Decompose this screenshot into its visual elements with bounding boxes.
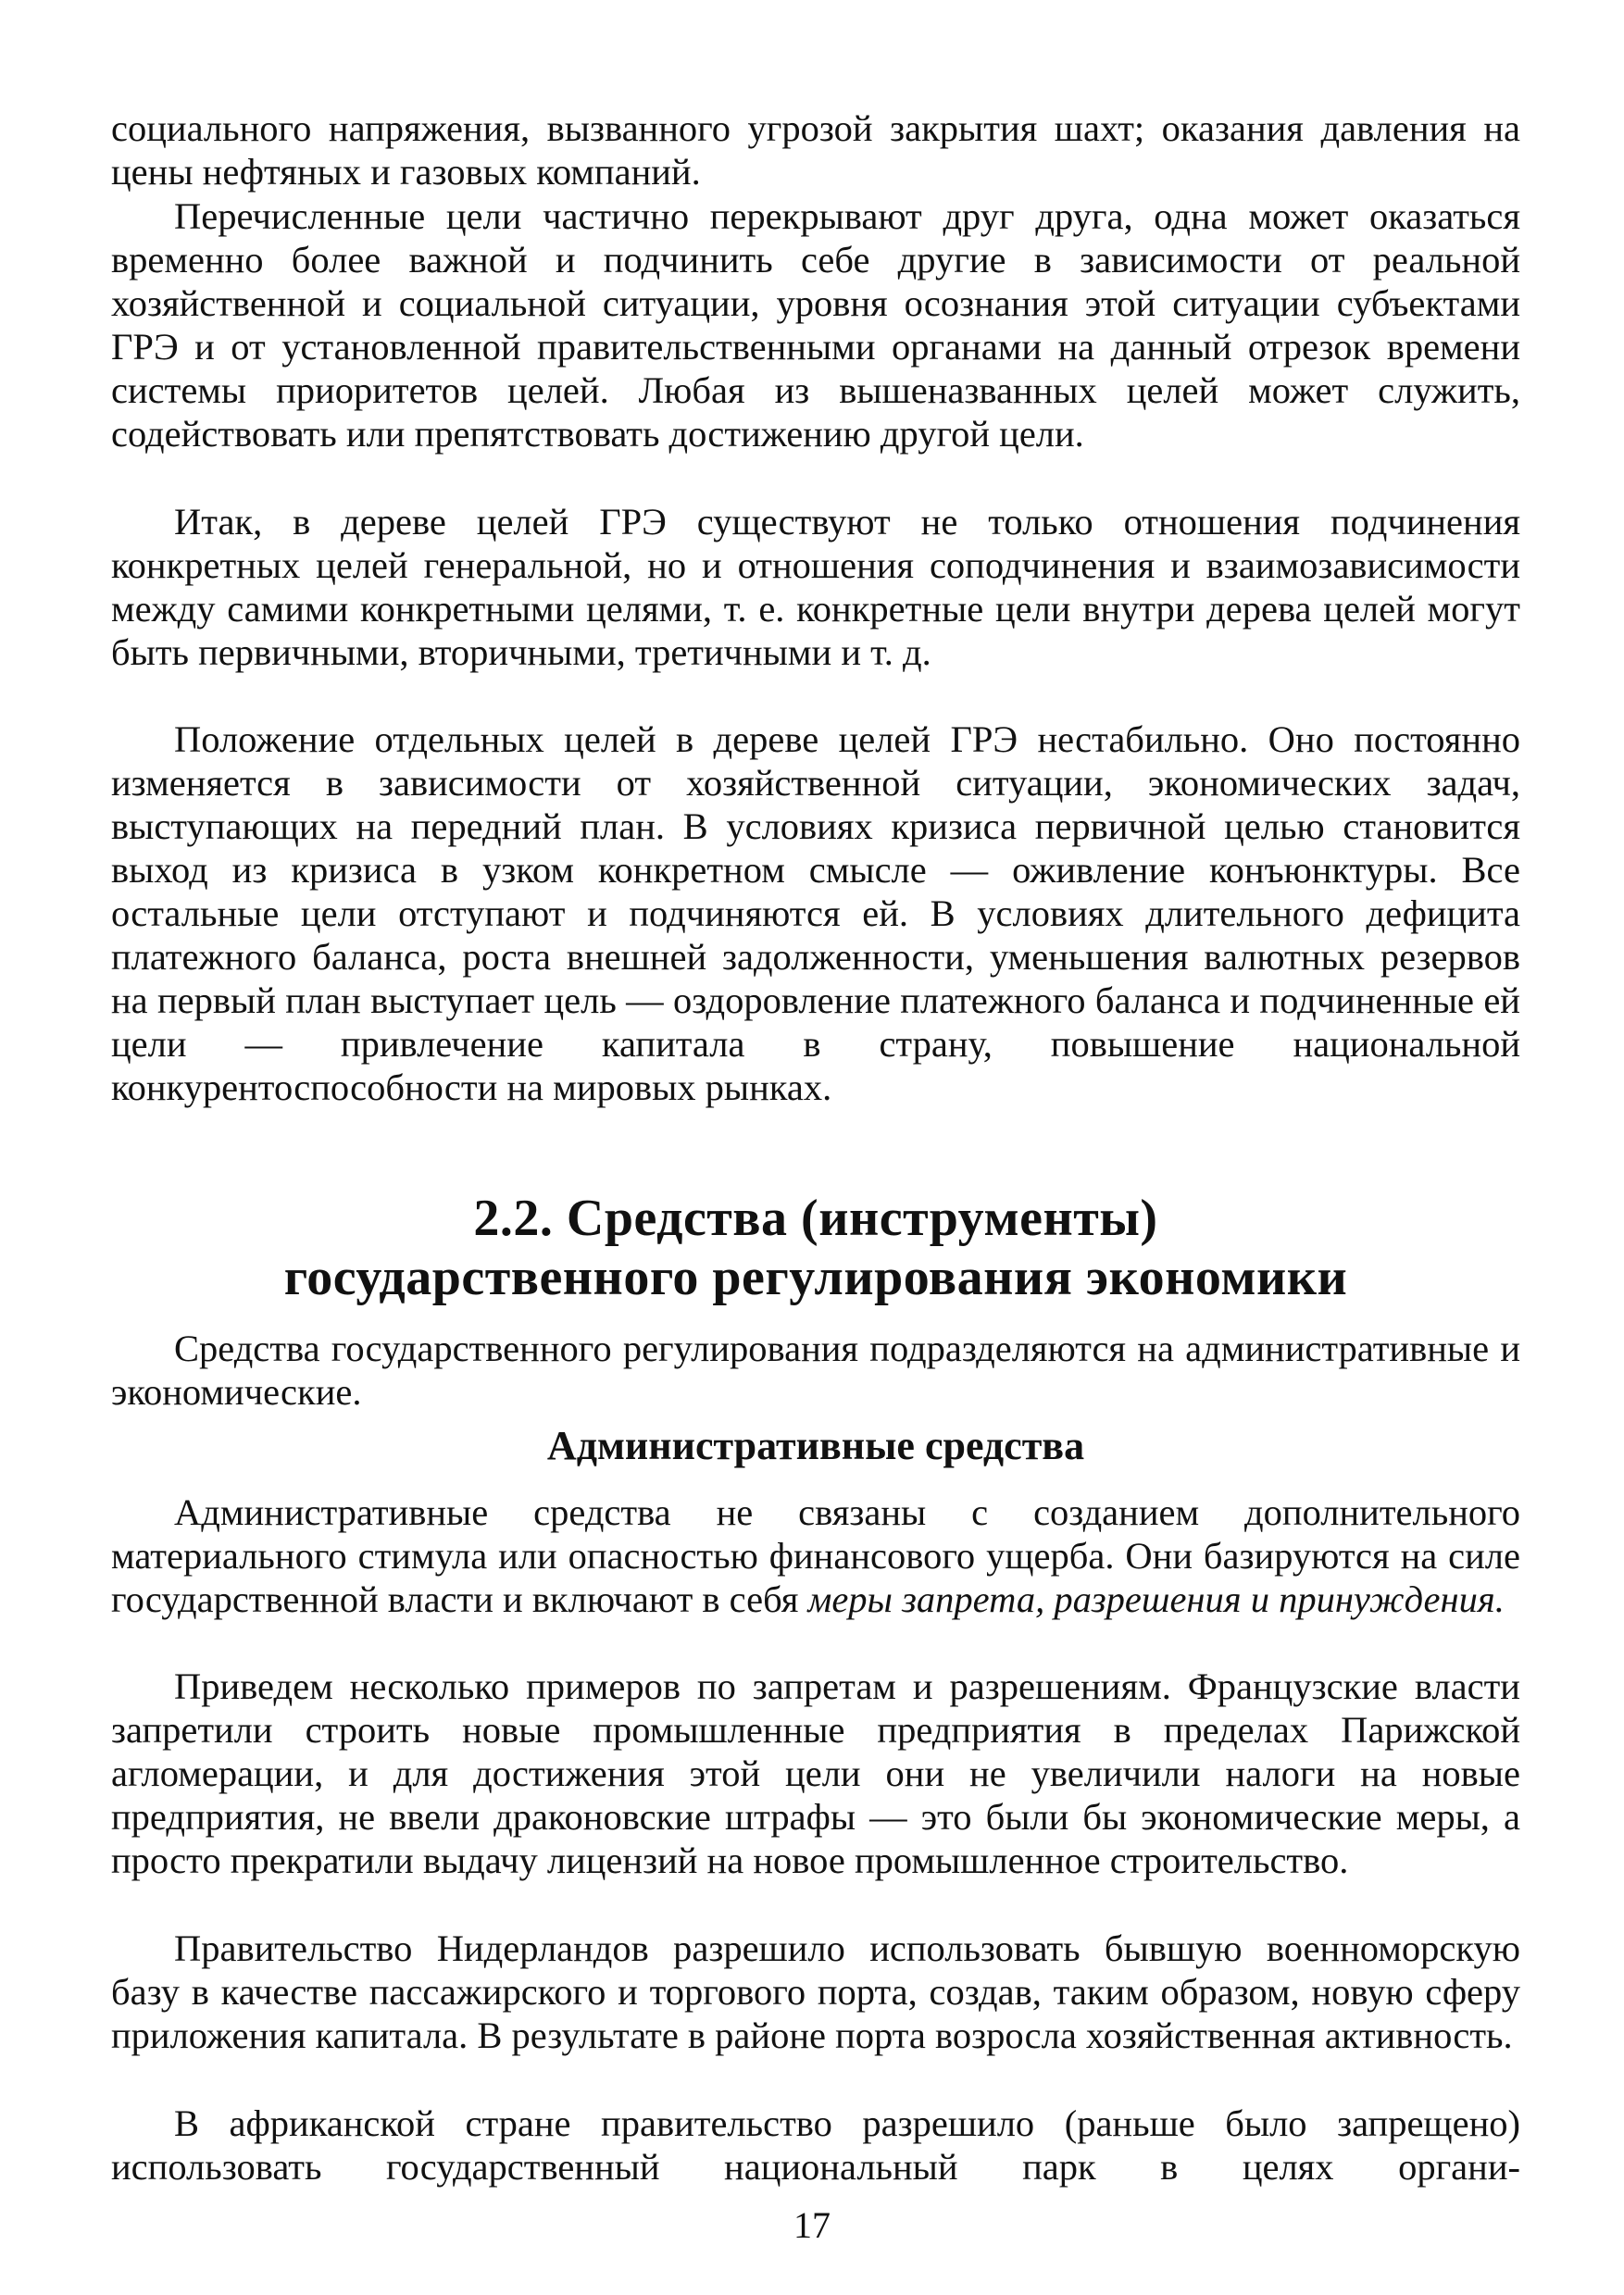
- paragraph-administrative-means-text: Административные средства не связаны с созданием дополнительного материального стимула или опасностью финансового ущерба. Они базируются на силе государственной власти и включают в себя: [111, 1491, 1520, 1620]
- paragraph-netherlands-example: Правительство Нидерландов разрешило использовать бывшую военноморскую базу в качестве пассажирского и торгового порта, создав, таким образом, новую сферу приложения капитала. В результате в районе порта возросла хозяйственная активность.: [111, 1927, 1520, 2056]
- paragraph-goals-overlap: Перечисленные цели частично перекрывают друг друга, одна может оказаться временно более важной и подчинить себе другие в зависимости от реальной хозяйственной и социальной ситуации, уровня осознания этой ситуации субъектами ГРЭ и от установленной правительственными органами на данный отрезок времени системы приоритетов целей. Любая из вышеназванных целей может служить, содействовать или препятствовать достижению другой цели.: [111, 195, 1520, 455]
- paragraph-means-intro: Средства государственного регулирования подразделяются на административные и экономические.: [111, 1328, 1520, 1413]
- section-title-line-1: 2.2. Средства (инструменты): [473, 1190, 1158, 1247]
- paragraph-france-example: Приведем несколько примеров по запретам и разрешениям. Французские власти запретили строить новые промышленные предприятия в пределах Парижской агломерации, и для достижения этой цели они не увеличили налоги на новые предприятия, не ввели драконовские штрафы — это были бы экономические меры, а просто прекратили выдачу лицензий на новое промышленное строительство.: [111, 1665, 1520, 1881]
- paragraph-africa-example: В африканской стране правительство разрешило (раньше было запрещено) использовать государственный национальный парк в целях органи-: [111, 2102, 1520, 2188]
- page-number: 17: [793, 2204, 831, 2246]
- paragraph-continued: социального напряжения, вызванного угрозой закрытия шахт; оказания давления на цены нефтяных и газовых компаний.: [111, 107, 1520, 193]
- paragraph-goal-tree: Итак, в дереве целей ГРЭ существуют не только отношения подчинения конкретных целей генеральной, но и отношения соподчинения и взаимозависимости между самими конкретными целями, т. е. конкретные цели внутри дерева целей могут быть первичными, вторичными, третичными и т. д.: [111, 501, 1520, 673]
- subsection-title: Административные средства: [546, 1423, 1085, 1468]
- italic-emphasis: меры запрета, разрешения и принуждения.: [807, 1578, 1505, 1620]
- paragraph-goal-position: Положение отдельных целей в дереве целей ГРЭ нестабильно. Оно постоянно изменяется в зависимости от хозяйственной ситуации, экономических задач, выступающих на передний план. В условиях кризиса первичной целью становится выход из кризиса в узком конкретном смысле — оживление конъюнктуры. Все остальные цели отступают и подчиняются ей. В условиях длительного дефицита платежного баланса, роста внешней задолженности, уменьшения валютных резервов на первый план выступает цель — оздоровление платежного баланса и подчиненные ей цели — привлечение капитала в страну, повышение национальной конкурентоспособности на мировых рынках.: [111, 718, 1520, 1108]
- section-title-line-2: государственного регулирования экономики: [283, 1249, 1348, 1306]
- paragraph-administrative-means: [111, 1491, 1520, 1621]
